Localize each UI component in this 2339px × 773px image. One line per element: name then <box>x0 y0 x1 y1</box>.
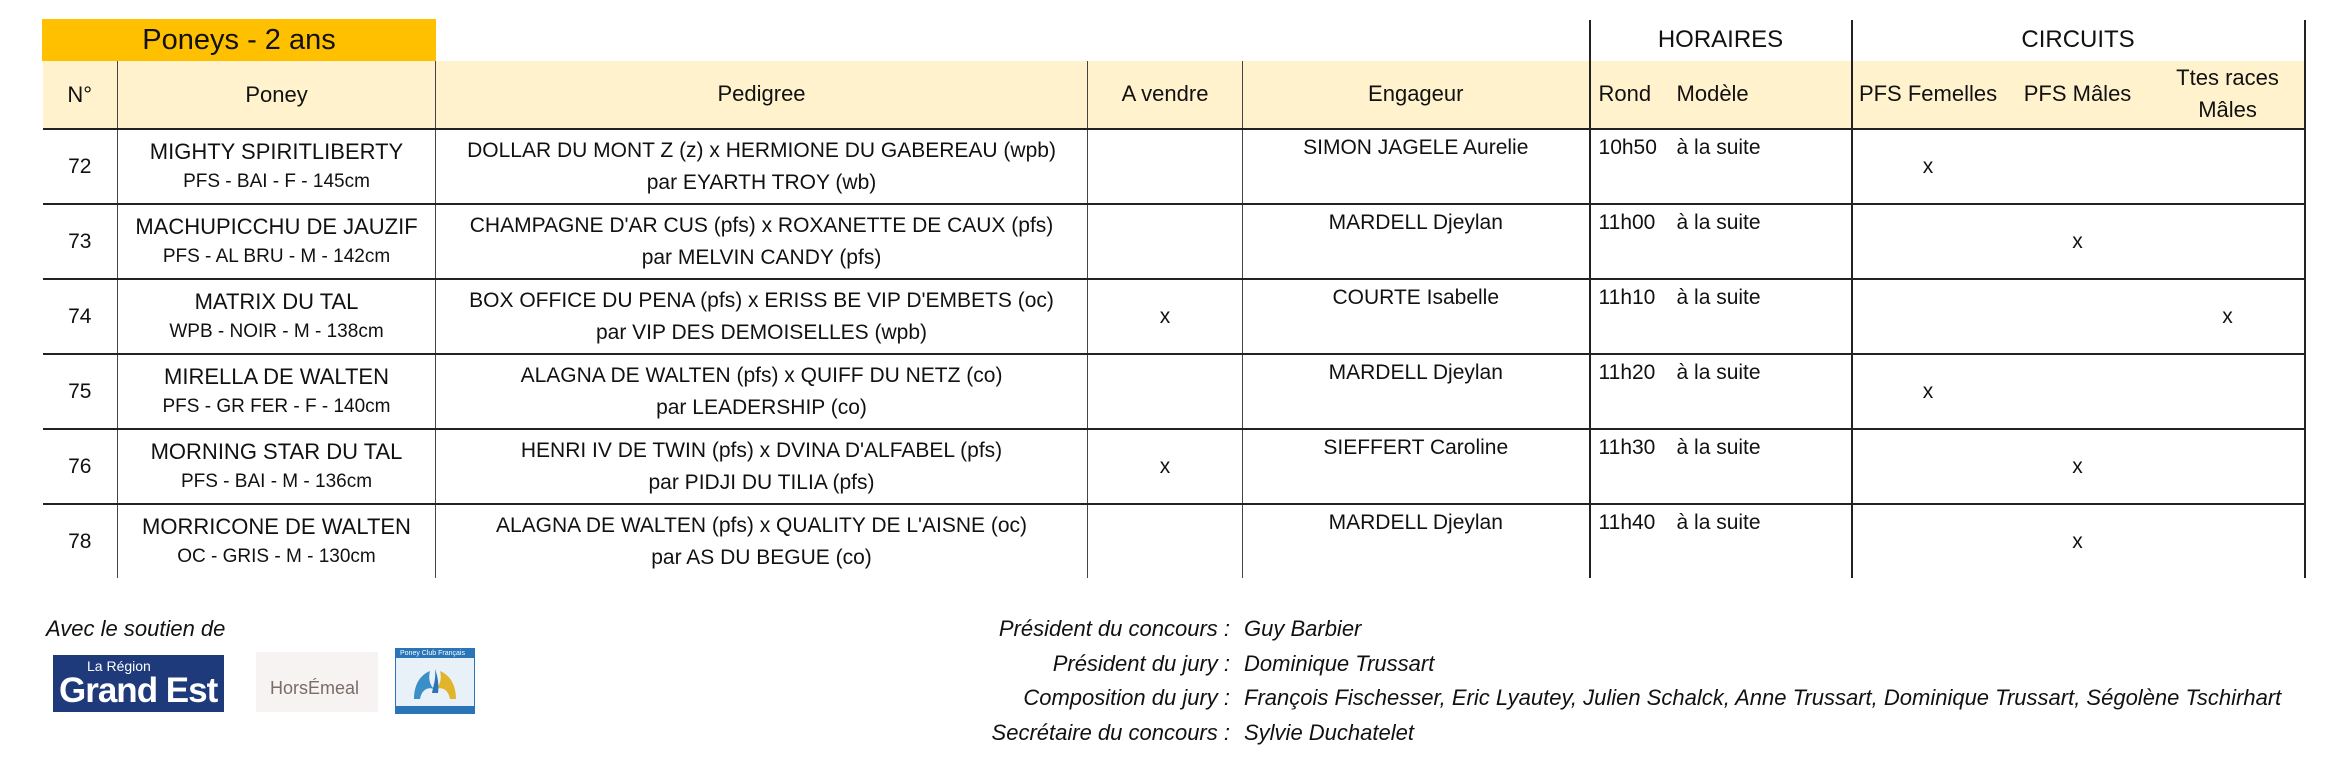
pony-cell <box>118 204 436 279</box>
pony-name: MIRELLA DE WALTEN <box>164 363 389 389</box>
pfs-males-mark <box>2004 279 2152 354</box>
entry-number: 75 <box>43 354 118 429</box>
pedigree-cell <box>436 204 1088 279</box>
table-row <box>43 279 2305 354</box>
schedule-cell <box>1590 204 1852 279</box>
pony-cell <box>118 354 436 429</box>
results-sheet <box>42 19 2304 578</box>
pedigree-damsire: par PIDJI DU TILIA (pfs) <box>648 470 875 494</box>
col-header-engageur: Engageur <box>1243 61 1590 130</box>
rond-time: 11h20 <box>1598 361 1656 384</box>
col-header-rond: Rond <box>1598 81 1652 107</box>
pedigree-parents: BOX OFFICE DU PENA (pfs) x ERISS BE VIP D'EMBETS (oc) <box>469 288 1054 312</box>
a-vendre-mark <box>1088 354 1243 429</box>
pony-cell <box>118 429 436 504</box>
col-header-pedigree: Pedigree <box>436 61 1088 130</box>
rond-time: 10h50 <box>1598 136 1657 159</box>
pony-details: OC - GRIS - M - 130cm <box>177 545 376 567</box>
ttes-races-mark: x <box>2152 279 2305 354</box>
a-vendre-mark: x <box>1088 279 1243 354</box>
pedigree-damsire: par MELVIN CANDY (pfs) <box>641 245 882 269</box>
pony-cell <box>118 504 436 578</box>
entry-number: 78 <box>68 529 92 553</box>
modele-time: à la suite <box>1676 511 1761 534</box>
pony-name: MIGHTY SPIRITLIBERTY <box>149 138 404 164</box>
region-logo-big-text: Grand Est <box>59 671 218 710</box>
a-vendre-mark: x <box>1088 429 1243 504</box>
col-header-pfs-femelles: PFS Femelles <box>1852 61 2004 130</box>
official-names: Sylvie Duchatelet <box>1244 719 1414 745</box>
modele-time: à la suite <box>1676 136 1761 159</box>
schedule-cell <box>1590 279 1852 354</box>
pony-cell <box>118 279 436 354</box>
pedigree-damsire: par VIP DES DEMOISELLES (wpb) <box>595 320 928 344</box>
schedule-cell <box>1590 504 1852 578</box>
pedigree-cell <box>436 129 1088 204</box>
a-vendre-mark <box>1088 204 1243 279</box>
entry-number: 73 <box>43 204 118 279</box>
pedigree-cell <box>436 429 1088 504</box>
official-role: Président du concours : <box>998 616 1230 641</box>
a-vendre-mark <box>1088 504 1243 578</box>
pfs-femelles-mark <box>1852 279 2004 354</box>
table-row <box>43 129 2305 204</box>
pony-details: PFS - BAI - F - 145cm <box>183 170 370 192</box>
official-role: Secrétaire du concours : <box>991 719 1230 745</box>
ttes-races-mark <box>2152 204 2305 279</box>
modele-time: à la suite <box>1676 361 1761 384</box>
table-row <box>43 204 2305 279</box>
pfs-males-mark: x <box>2004 204 2152 279</box>
schedule-cell <box>1590 129 1852 204</box>
col-header-poney: Poney <box>118 61 436 130</box>
rond-time: 11h00 <box>1598 211 1656 234</box>
pfs-males-mark <box>2004 354 2152 429</box>
official-names: Dominique Trussart <box>1244 650 1435 676</box>
table-row <box>43 354 2305 429</box>
rond-time: 11h10 <box>1598 286 1656 309</box>
ttes-races-mark <box>2152 429 2305 504</box>
pedigree-parents: DOLLAR DU MONT Z (z) x HERMIONE DU GABEREAU (wpb) <box>467 138 1056 162</box>
pedigree-cell <box>436 354 1088 429</box>
col-header-horaires <box>1590 61 1852 130</box>
support-label: Avec le soutien de <box>46 616 226 641</box>
region-grand-est-logo <box>53 655 224 712</box>
official-row <box>880 616 2281 651</box>
pony-name: MORRICONE DE WALTEN <box>142 513 411 539</box>
ttes-races-mark <box>2152 504 2305 578</box>
entries-body <box>43 129 2305 578</box>
col-header-ttes-races-line1: Ttes races <box>2176 65 2279 91</box>
entry-number: 72 <box>43 129 118 204</box>
entry-number: 76 <box>43 429 118 504</box>
official-role: Président du jury : <box>1052 650 1230 676</box>
pony-heads-icon <box>408 663 462 703</box>
pfs-logo-text: Poney Club Français <box>400 650 465 657</box>
pedigree-parents: ALAGNA DE WALTEN (pfs) x QUIFF DU NETZ (co) <box>520 363 1003 387</box>
horaires-group-header: HORAIRES <box>1590 20 1852 61</box>
official-row <box>880 720 2281 755</box>
col-header-pfs-males: PFS Mâles <box>2004 61 2152 130</box>
pony-details: PFS - GR FER - F - 140cm <box>162 395 391 417</box>
circuits-group-header: CIRCUITS <box>1852 20 2305 61</box>
modele-time: à la suite <box>1676 286 1761 309</box>
engageur-name: MARDELL Djeylan <box>1243 204 1590 279</box>
pedigree-cell <box>436 504 1088 578</box>
engageur-name: MARDELL Djeylan <box>1243 504 1590 578</box>
official-names: Guy Barbier <box>1244 616 1362 641</box>
pfs-femelles-mark: x <box>1852 354 2004 429</box>
col-header-ttes-races-line2: Mâles <box>2198 97 2257 123</box>
pfs-males-mark: x <box>2004 429 2152 504</box>
entry-number: 74 <box>43 279 118 354</box>
col-header-a-vendre: A vendre <box>1088 61 1243 130</box>
pedigree-parents: CHAMPAGNE D'AR CUS (pfs) x ROXANETTE DE CAUX (pfs) <box>469 213 1054 237</box>
pony-name: MATRIX DU TAL <box>194 288 359 314</box>
schedule-cell <box>1590 429 1852 504</box>
col-header-modele: Modèle <box>1676 81 1749 107</box>
pony-cell <box>118 129 436 204</box>
column-header-row <box>43 61 2305 130</box>
horsemeal-logo-text: HorsÉmeal <box>270 678 360 698</box>
engageur-name: SIMON JAGELE Aurelie <box>1243 129 1590 204</box>
table-row <box>43 429 2305 504</box>
pfs-femelles-mark <box>1852 504 2004 578</box>
ttes-races-mark <box>2152 129 2305 204</box>
pedigree-damsire: par EYARTH TROY (wb) <box>646 170 877 194</box>
engageur-name: COURTE Isabelle <box>1243 279 1590 354</box>
modele-time: à la suite <box>1676 211 1761 234</box>
official-names: François Fischesser, Eric Lyautey, Julien Schalck, Anne Trussart, Dominique Trussart, Ségolène Tschirhart <box>1244 685 2282 710</box>
pfs-males-mark <box>2004 129 2152 204</box>
engageur-name: MARDELL Djeylan <box>1243 354 1590 429</box>
engageur-name: SIEFFERT Caroline <box>1243 429 1590 504</box>
category-title: Poneys - 2 ans <box>43 20 436 61</box>
rond-time: 11h30 <box>1598 436 1656 459</box>
rond-time: 11h40 <box>1598 511 1656 534</box>
pony-details: PFS - BAI - M - 136cm <box>180 470 373 492</box>
region-logo-small-text: La Région <box>87 658 151 674</box>
ttes-races-mark <box>2152 354 2305 429</box>
modele-time: à la suite <box>1676 436 1761 459</box>
pedigree-cell <box>436 279 1088 354</box>
pfs-femelles-mark <box>1852 204 2004 279</box>
pedigree-parents: HENRI IV DE TWIN (pfs) x DVINA D'ALFABEL (pfs) <box>520 438 1003 462</box>
pedigree-damsire: par LEADERSHIP (co) <box>656 395 867 419</box>
official-row <box>880 651 2281 686</box>
pedigree-parents: ALAGNA DE WALTEN (pfs) x QUALITY DE L'AISNE (oc) <box>495 513 1028 537</box>
pfs-femelles-mark: x <box>1852 129 2004 204</box>
horsemeal-logo <box>256 652 378 712</box>
pony-name: MORNING STAR DU TAL <box>150 438 403 464</box>
pony-details: WPB - NOIR - M - 138cm <box>169 320 384 342</box>
col-header-ttes-races <box>2152 61 2305 130</box>
a-vendre-mark <box>1088 129 1243 204</box>
pfs-association-logo <box>395 648 475 714</box>
pony-name: MACHUPICCHU DE JAUZIF <box>135 213 418 239</box>
pfs-femelles-mark <box>1852 429 2004 504</box>
table-row <box>43 504 2305 578</box>
entries-table <box>42 19 2306 578</box>
schedule-cell <box>1590 354 1852 429</box>
official-role: Composition du jury : <box>1023 685 1230 710</box>
col-header-no: N° <box>43 61 118 130</box>
pedigree-damsire: par AS DU BEGUE (co) <box>651 545 872 569</box>
officials-list <box>880 616 2281 754</box>
official-row <box>880 685 2281 720</box>
pony-details: PFS - AL BRU - M - 142cm <box>162 245 391 267</box>
pfs-males-mark: x <box>2072 529 2083 553</box>
